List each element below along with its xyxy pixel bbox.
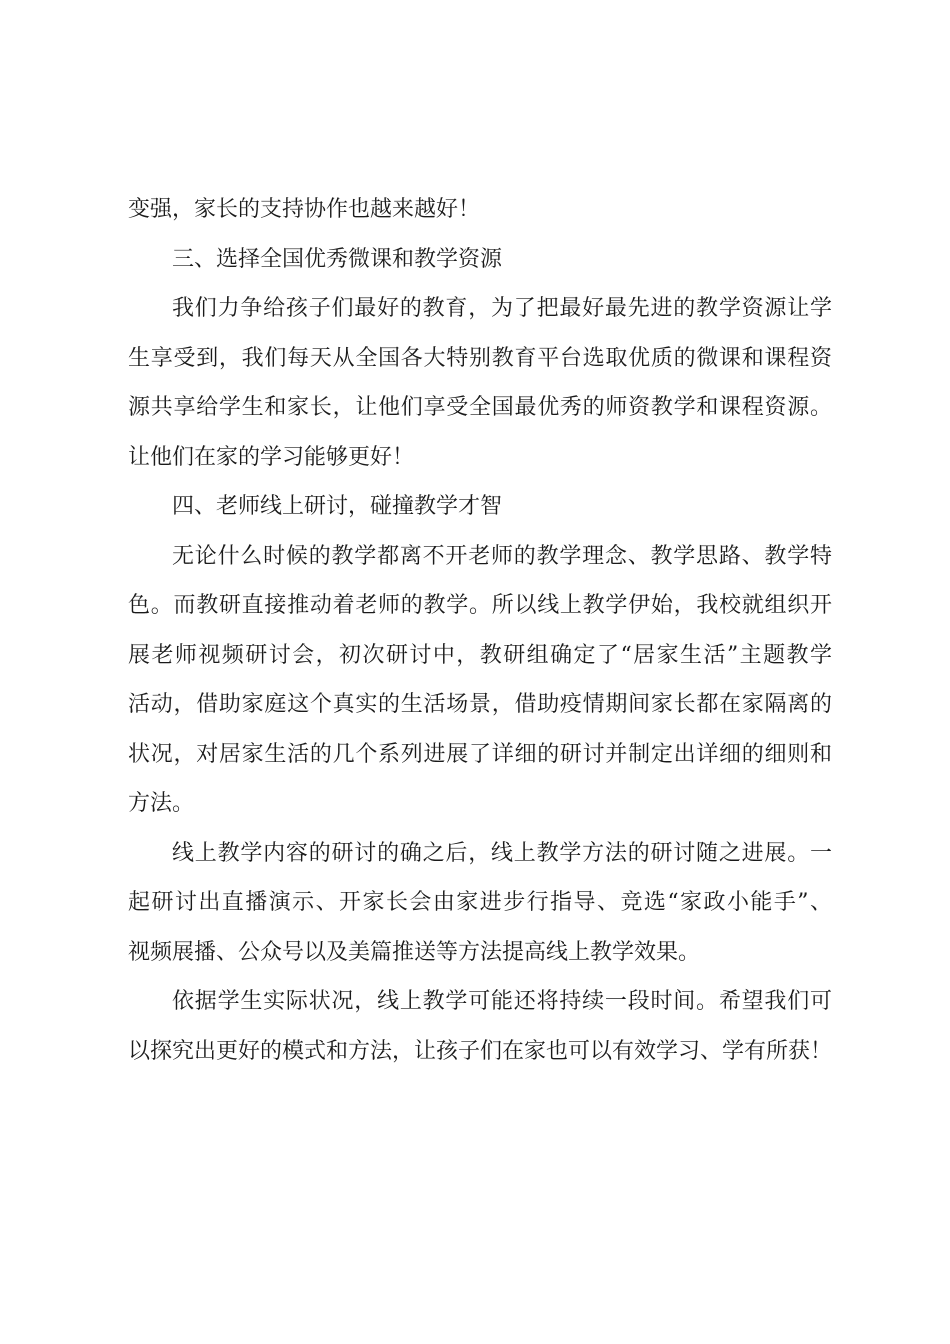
paragraph-conclusion <box>128 977 832 1076</box>
text-line: 色。而教研直接推动着老师的教学。所以线上教学伊始，我校就组织开 <box>128 593 832 618</box>
text-line: 展老师视频研讨会，初次研讨中，教研组确定了“居家生活”主题教学 <box>128 642 832 668</box>
text-line: 方法。 <box>128 791 195 816</box>
text-line: 线上教学内容的研讨的确之后，线上教学方法的研讨随之进展。一 <box>172 840 832 866</box>
text-line: 变强，家长的支持协作也越来越好！ <box>128 197 481 222</box>
section-heading-4 <box>128 482 832 532</box>
text-line: 我们力争给孩子们最好的教育，为了把最好最先进的教学资源让学 <box>172 296 832 321</box>
text-line: 让他们在家的学习能够更好！ <box>128 444 415 470</box>
heading-text: 四、老师线上研讨，碰撞教学才智 <box>172 494 503 519</box>
text-line: 生享受到，我们每天从全国各大特别教育平台选取优质的微课和课程资 <box>128 345 832 371</box>
text-line: 源共享给学生和家长，让他们享受全国最优秀的师资教学和课程资源。 <box>128 395 832 420</box>
paragraph-teaching-research <box>128 532 832 829</box>
text-line: 以探究出更好的模式和方法，让孩子们在家也可以有效学习、学有所获！ <box>128 1038 833 1064</box>
heading-text: 三、选择全国优秀微课和教学资源 <box>172 246 503 272</box>
paragraph-teaching-methods <box>128 829 832 978</box>
document-body <box>128 185 832 1076</box>
paragraph-resources <box>128 284 832 482</box>
text-line: 无论什么时候的教学都离不开老师的教学理念、教学思路、教学特 <box>172 543 832 569</box>
text-line: 活动，借助家庭这个真实的生活场景，借助疫情期间家长都在家隔离的 <box>128 692 832 717</box>
text-line: 依据学生实际状况，线上教学可能还将持续一段时间。希望我们可 <box>172 989 832 1014</box>
section-heading-3 <box>128 235 832 285</box>
paragraph-continuation <box>128 185 832 235</box>
text-line: 视频展播、公众号以及美篇推送等方法提高线上教学效果。 <box>128 939 701 965</box>
text-line: 起研讨出直播演示、开家长会由家进步行指导、竞选“家政小能手”、 <box>128 890 832 915</box>
text-line: 状况，对居家生活的几个系列进展了详细的研讨并制定出详细的细则和 <box>128 741 832 767</box>
